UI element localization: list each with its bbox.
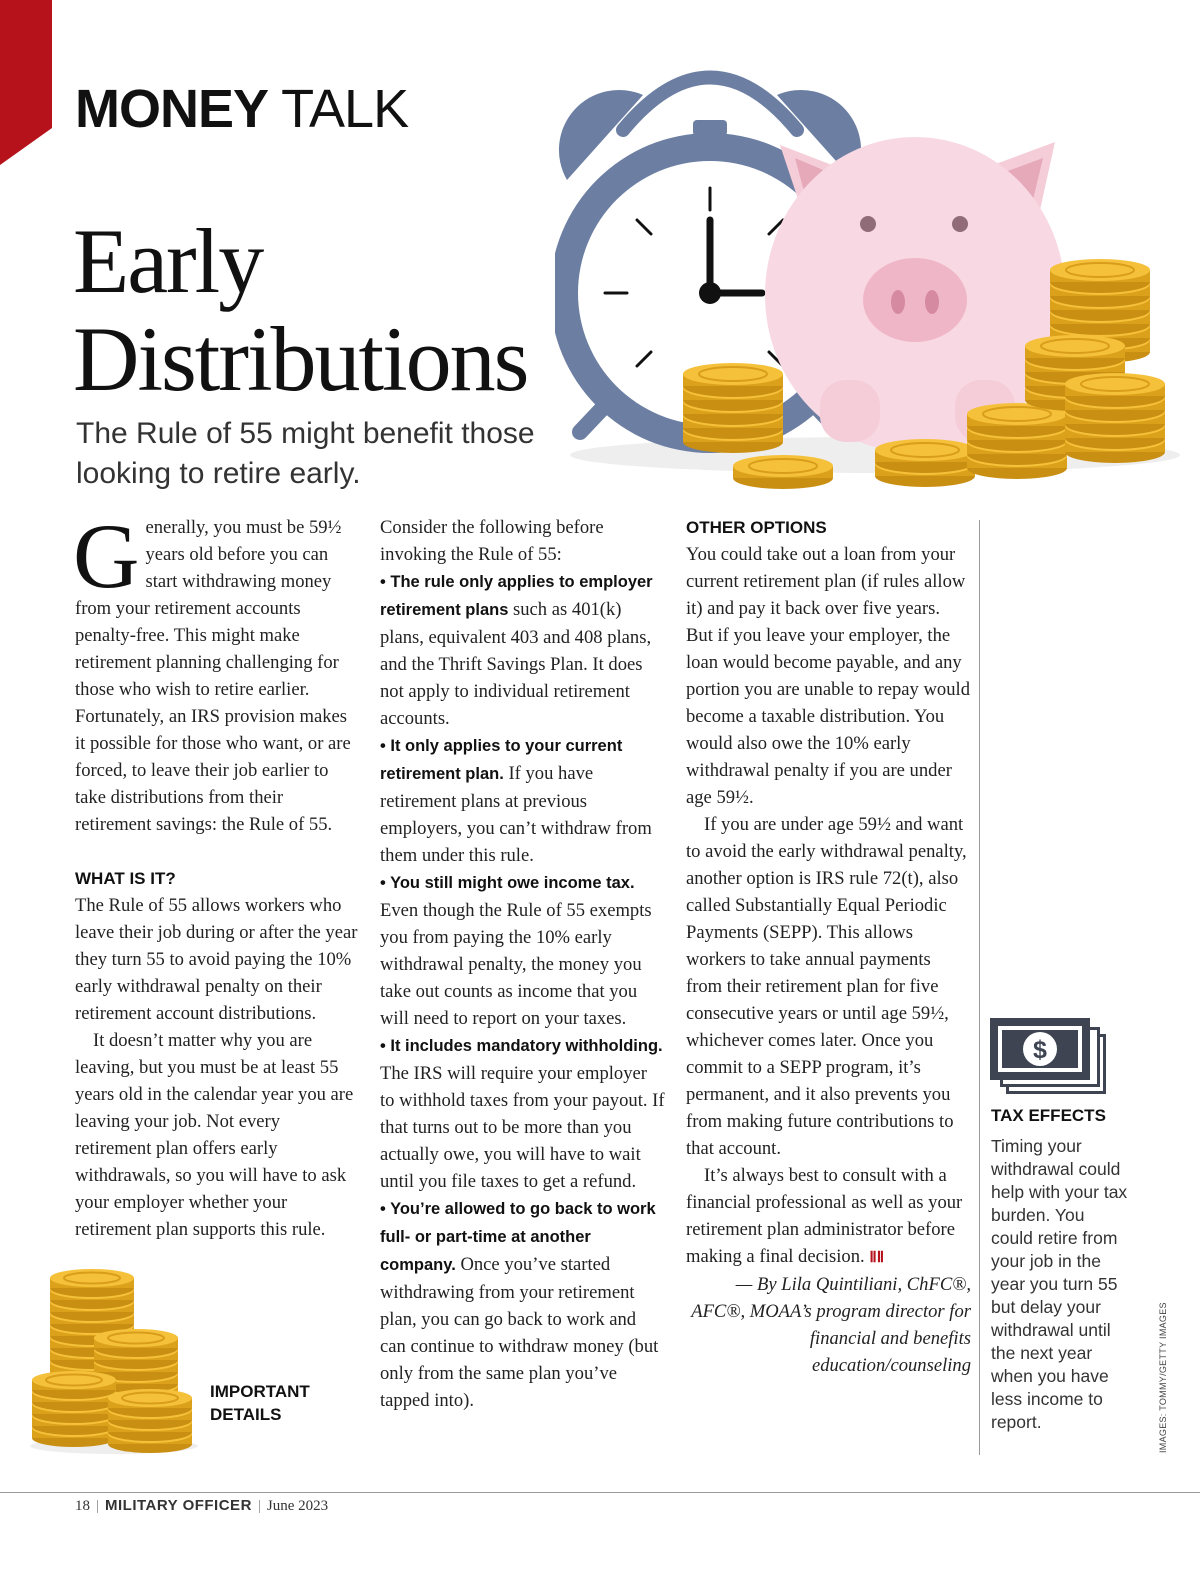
clock-piggy-bank-coins-illustration: [555, 40, 1185, 510]
intro-paragraph: [73, 505, 360, 838]
bullet-3: • You still might owe income tax. Even though the Rule of 55 exempts you from paying the 10% early withdrawal penalty, the money you take out counts as income that you will need to report on your taxes.: [380, 874, 652, 1029]
money-stack-icon: [990, 1018, 1108, 1096]
what-paragraph-1: The Rule of 55 allows workers who leave their job during or after the year they turn 55 to avoid paying the 10% early withdrawal penalty on their retirement account distributions.: [75, 895, 358, 1024]
intro-text: enerally, you must be 59½ years old before you can start withdrawing money from your retirement accounts penalty-free. This might make retirement planning challenging for those who wish to retire earlier. Fortunately, an IRS provision makes it possible for those who want, or are forced, to leave their job earlier to take distributions from their retirement savings: the Rule of 55.: [75, 517, 351, 835]
article-column-3: [686, 514, 971, 1379]
drop-cap: G: [73, 505, 140, 607]
coin-stacks-illustration: [28, 1268, 200, 1458]
issue-date: June 2023: [266, 1498, 329, 1514]
svg-text:$: $: [1033, 1036, 1047, 1064]
bullet-5: • You’re allowed to go back to work full- or part-time at another company. Once you’ve started withdrawing from your retirement plan, you can go back to work and can continue to withdraw money (but only from the same plan you’ve tapped into).: [380, 1200, 659, 1411]
article-column-2: [380, 514, 665, 1414]
options-paragraph-3: It’s always best to consult with a financial professional as well as your retirement plan administrator before making a final decision. ⅡⅡ: [686, 1165, 963, 1267]
section-header-light: TALK: [281, 79, 409, 139]
end-mark: ⅡⅡ: [869, 1249, 885, 1266]
sidebar-text: Timing your withdrawal could help with your tax burden. You could retire from your job in the year you turn 55 but delay your withdrawal until the next year when you have less income to report.: [991, 1136, 1128, 1432]
red-corner-tab: [0, 0, 52, 165]
bullet-1: • The rule only applies to employer retirement plans such as 401(k) plans, equivalent 403 and 408 plans, and the Thrift Savings Plan. It does not apply to individual retirement accounts.: [380, 573, 653, 729]
bullet-4: • It includes mandatory withholding. The IRS will require your employer to withhold taxes from your payout. If that turns out to be more than you actually owe, you will have to wait until you file taxes to get a refund.: [380, 1037, 665, 1192]
bullet-2: • It only applies to your current retirement plan. If you have retirement plans at previous employers, you can’t withdraw from them under this rule.: [380, 737, 652, 866]
what-paragraph-2: It doesn’t matter why you are leaving, but you must be at least 55 years old in the calendar year you are leaving your job. Not every retirement plan offers early withdrawals, so you will have to ask your employer whether your retirement plan supports this rule.: [75, 1030, 354, 1240]
section-header-bold: MONEY: [75, 79, 269, 139]
important-intro: Consider the following before invoking the Rule of 55:: [380, 517, 604, 565]
important-heading: IMPORTANT DETAILS: [210, 1382, 310, 1424]
options-paragraph-2: If you are under age 59½ and want to avoid the early withdrawal penalty, another option is IRS rule 72(t), also called Substantially Equal Periodic Payments (SEPP). This allows workers to take annual payments from their retirement plan for five consecutive years or until age 59½, whichever comes later. Once you commit to a SEPP program, it’s permanent, and it also prevents you from making future contributions to that account.: [686, 814, 967, 1159]
image-credit: IMAGES: TOMMY/GETTY IMAGES: [1158, 1302, 1168, 1453]
options-heading: OTHER OPTIONS: [686, 518, 827, 537]
page-footer: 18 | MILITARY OFFICER | June 2023: [75, 1497, 329, 1514]
article-title: [73, 212, 527, 408]
byline: — By Lila Quintiliani, ChFC®, AFC®, MOAA’s program director for financial and benefits education/counseling: [691, 1274, 971, 1376]
options-paragraph-1: You could take out a loan from your current retirement plan (if rules allow it) and pay it back over five years. But if you leave your employer, the loan would become payable, and any portion you are unable to repay would become a taxable distribution. You would also owe the 10% early withdrawal penalty if you are under age 59½.: [686, 544, 970, 808]
sidebar-title: TAX EFFECTS: [991, 1106, 1106, 1125]
article-title-line1: Early: [73, 210, 263, 312]
article-column-1: [73, 505, 360, 1243]
article-title-line2: Distributions: [73, 308, 528, 410]
sidebar-divider: [979, 520, 980, 1455]
article-dek: The Rule of 55 might benefit those looking to retire early.: [76, 417, 535, 490]
section-header: [75, 79, 409, 139]
footer-rule: [0, 1492, 1200, 1493]
what-heading: WHAT IS IT?: [75, 869, 176, 888]
page-number: 18: [75, 1498, 90, 1514]
publication-name: MILITARY OFFICER: [105, 1497, 252, 1514]
